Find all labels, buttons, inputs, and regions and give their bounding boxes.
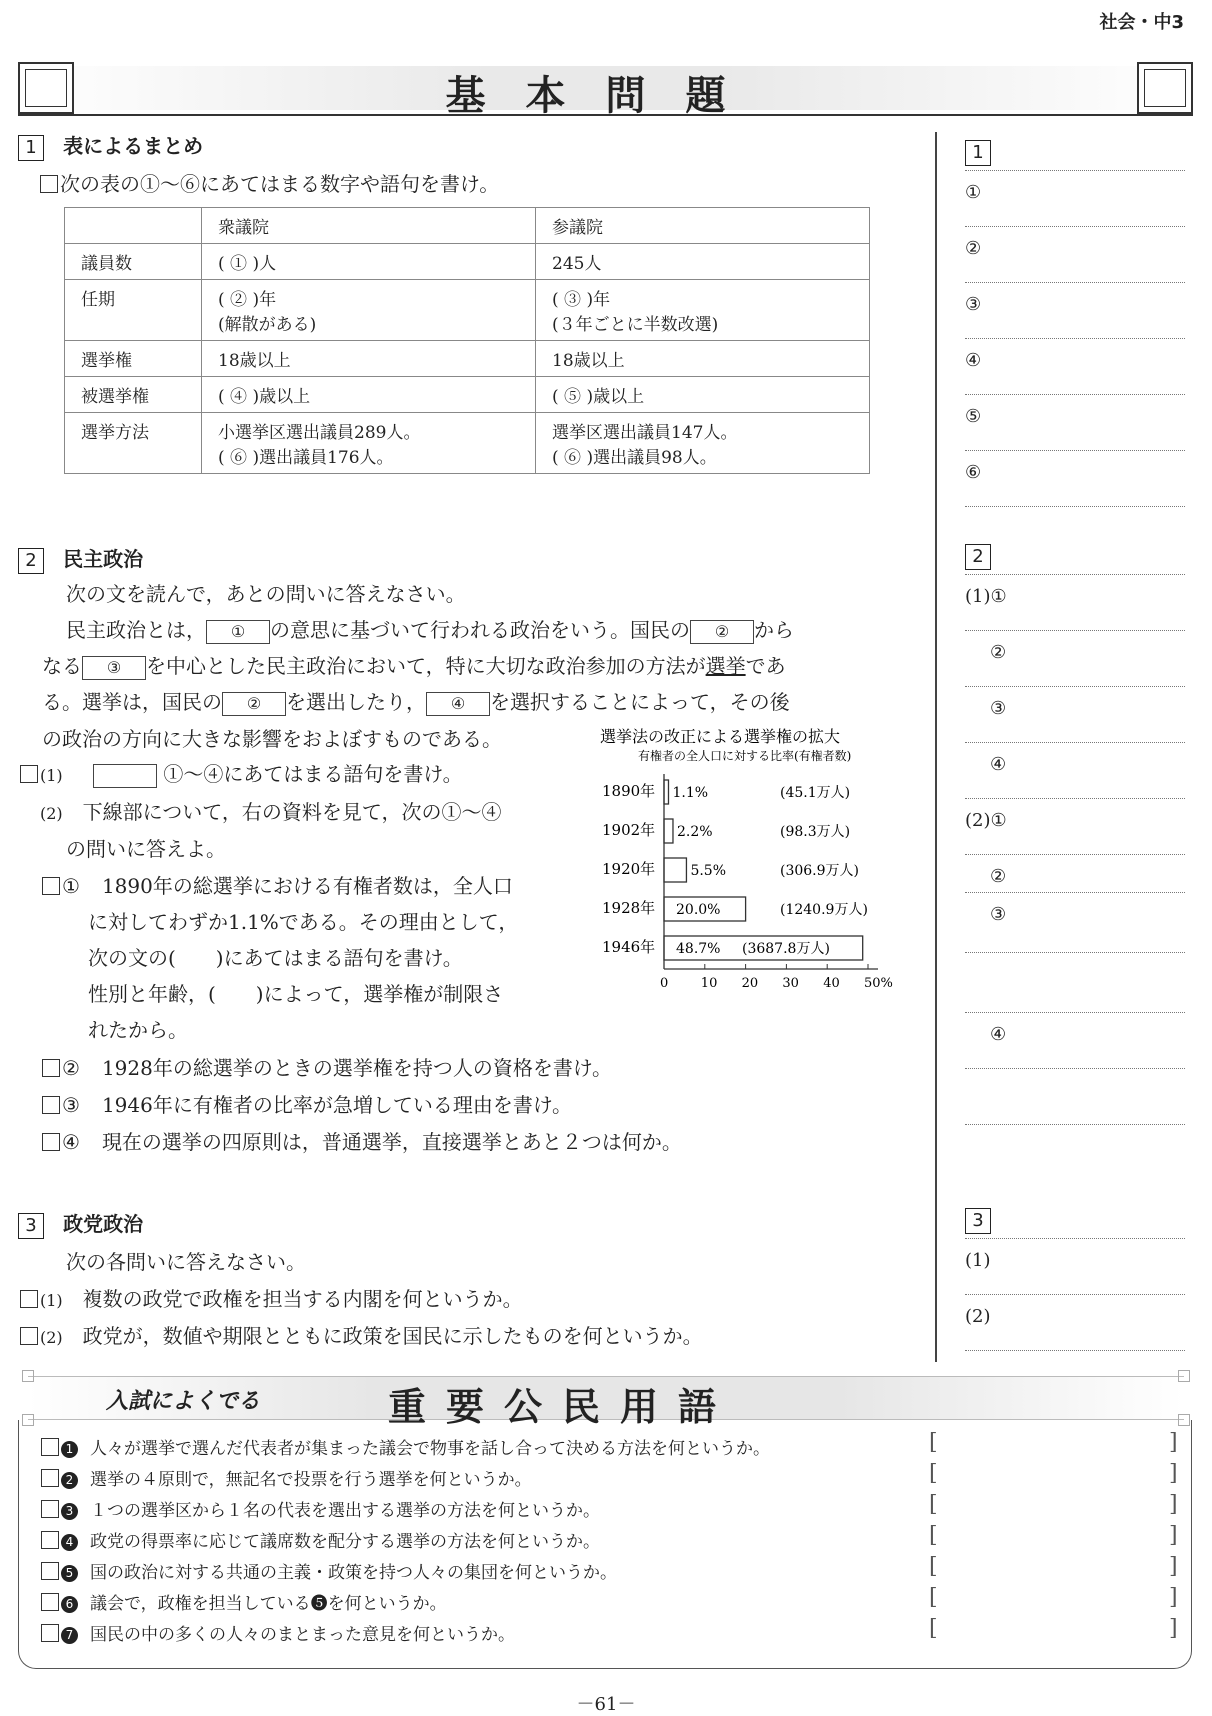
table-cell-sangiin [536, 280, 870, 341]
terms-list-item [41, 1434, 770, 1459]
section1-header [18, 130, 203, 161]
answer-bracket-open[interactable]: [ [929, 1461, 938, 1486]
chart-bar [664, 780, 668, 804]
passage-line-2: なる ③ を中心とした民主政治において，特に大切な政治参加の方法が選挙であ [42, 654, 786, 678]
answer-bracket-close[interactable]: ] [1169, 1616, 1178, 1641]
answer-line[interactable] [965, 952, 1185, 953]
answer-line[interactable] [965, 892, 1185, 893]
terms-list-item [41, 1496, 600, 1521]
table-row [65, 341, 870, 377]
table-cell-sangiin [536, 341, 870, 377]
answer-line[interactable] [965, 686, 1185, 687]
section1-number: 1 [18, 135, 44, 161]
chart-value-label: 1.1% [672, 785, 709, 801]
term-question: 人々が選挙で選んだ代表者が集まった議会で物事を話し合って決める方法を何というか。 [90, 1439, 770, 1459]
section2-header [18, 543, 143, 574]
chart-tick-label: 20 [741, 976, 759, 988]
answer-line[interactable] [965, 170, 1185, 171]
checkbox[interactable] [42, 877, 60, 895]
table-cell-shugiin [202, 413, 536, 474]
chart-value-label: 5.5% [690, 863, 727, 879]
answer-line[interactable] [965, 450, 1185, 451]
term-number: 7 [61, 1627, 78, 1644]
table-cell-sangiin [536, 244, 870, 280]
checkbox[interactable] [41, 1593, 59, 1611]
term-number: 6 [61, 1596, 78, 1613]
s2-q2-1-line4: 性別と年齢，( )によって，選挙権が制限さ [88, 982, 504, 1006]
term-number: 4 [61, 1534, 78, 1551]
table-cell-line: (３年ごとに半数改選) [552, 315, 719, 335]
checkbox[interactable] [41, 1500, 59, 1518]
chart-category-label: 1928年 [602, 899, 656, 917]
answer-bracket-close[interactable]: ] [1169, 1554, 1178, 1579]
table-cell-shugiin [202, 341, 536, 377]
answer-bracket-open[interactable]: [ [929, 1523, 938, 1548]
table-cell-line: (解散がある) [218, 315, 317, 335]
chart-category-label: 1920年 [602, 860, 656, 878]
table-cell-line: ( ④ )歳以上 [218, 387, 311, 407]
terms-banner-left: 入試によくでる [106, 1389, 261, 1414]
term-question: 選挙の４原則で，無記名で投票を行う選挙を何というか。 [90, 1470, 532, 1490]
section1-heading: 表によるまとめ [63, 134, 204, 158]
answer-line[interactable] [965, 854, 1185, 855]
answer-line[interactable] [965, 394, 1185, 395]
section3-heading: 政党政治 [63, 1212, 144, 1236]
section2-number: 2 [18, 548, 44, 574]
answer-bracket-close[interactable]: ] [1169, 1461, 1178, 1486]
table-cell-line: 18歳以上 [218, 351, 291, 371]
term-number: 5 [61, 1565, 78, 1582]
chart-value-label: 2.2% [676, 824, 713, 840]
checkbox[interactable] [42, 1096, 60, 1114]
answer-label: (2) [965, 1306, 991, 1327]
table-cell-line: ( ⑤ )歳以上 [552, 387, 645, 407]
chart-category-label: 1946年 [602, 938, 656, 956]
blank-2: ② [690, 620, 754, 644]
chart-bar [664, 858, 686, 882]
table-row-label: 議員数 [65, 244, 202, 280]
answer-label: ① [965, 182, 982, 203]
chart-subtitle: 有権者の全人口に対する比率(有権者数) [638, 749, 852, 763]
blank-5: ④ [426, 692, 490, 716]
question-1-blank [93, 764, 157, 788]
answer-label: (1) [965, 1250, 991, 1271]
answer-line[interactable] [965, 798, 1185, 799]
passage-line-3: る。選挙は，国民の ② を選出したり， ④ を選択することによって，その後 [42, 690, 790, 714]
table-cell-line: 小選挙区選出議員289人。 [218, 423, 421, 443]
table-cell-line: ( ③ )年 [552, 290, 611, 310]
blank-4: ② [222, 692, 286, 716]
answer-bracket-close[interactable]: ] [1169, 1585, 1178, 1610]
table-row-label: 選挙方法 [65, 413, 202, 474]
s2-question-1: (1) ①〜④にあてはまる語句を書け。 [20, 758, 463, 788]
section2-heading: 民主政治 [63, 547, 144, 571]
terms-banner [28, 1376, 1184, 1429]
answer-line[interactable] [965, 742, 1185, 743]
chart-value-label: 48.7% [676, 941, 721, 957]
table-cell-shugiin [202, 280, 536, 341]
checkbox[interactable] [41, 1438, 59, 1456]
answer-line[interactable] [965, 1294, 1185, 1295]
chart-value-label: 20.0% [676, 902, 721, 918]
table-cell-sangiin [536, 413, 870, 474]
checkbox[interactable] [42, 1133, 60, 1151]
answer-line[interactable] [965, 226, 1185, 227]
terms-banner-title: 重要公民用語 [388, 1384, 737, 1429]
answer-s2-number: 2 [965, 544, 991, 570]
terms-list-item [41, 1558, 617, 1583]
answer-label: ④ [965, 350, 982, 371]
chart-tick-label: 0 [660, 976, 669, 988]
chart-count-label: (45.1万人) [780, 785, 851, 801]
answer-line[interactable] [965, 1068, 1185, 1069]
chart-count-label: (1240.9万人) [780, 902, 868, 918]
answer-line[interactable] [965, 630, 1185, 631]
checkbox[interactable] [41, 1469, 59, 1487]
answer-s1-number: 1 [965, 140, 991, 166]
answer-bracket-open[interactable]: [ [929, 1492, 938, 1517]
table-row-label: 任期 [65, 280, 202, 341]
checkbox[interactable] [41, 1531, 59, 1549]
chart-bar [664, 819, 673, 843]
checkbox[interactable] [20, 1290, 38, 1308]
chart-tick-label: 10 [700, 976, 718, 988]
checkbox[interactable] [42, 1059, 60, 1077]
answer-label: (2)① [965, 810, 1007, 831]
chart-tick-label: 40 [823, 976, 840, 988]
chart-category-label: 1890年 [602, 782, 656, 800]
answer-line[interactable] [965, 1012, 1185, 1013]
table-head-blank [65, 208, 202, 244]
section2-intro: 次の文を読んで，あとの問いに答えなさい。 [66, 582, 466, 606]
table-head-shugiin: 衆議院 [202, 208, 536, 244]
answer-bracket-close[interactable]: ] [1169, 1430, 1178, 1455]
table-cell-sangiin [536, 377, 870, 413]
checkbox[interactable] [40, 175, 58, 193]
terms-frame [18, 1420, 1192, 1669]
answer-line[interactable] [965, 506, 1185, 507]
table-row-label: 選挙権 [65, 341, 202, 377]
chart-count-label: (98.3万人) [780, 824, 851, 840]
answer-label: ③ [990, 698, 1007, 719]
summary-table-wrap [64, 207, 870, 474]
answer-bracket-open[interactable]: [ [929, 1585, 938, 1610]
checkbox[interactable] [41, 1562, 59, 1580]
underlined-election: 選挙 [705, 654, 746, 678]
term-question: 国の政治に対する共通の主義・政策を持つ人々の集団を何というか。 [90, 1563, 617, 1583]
s2-q2-1: ① 1890年の総選挙における有権者数は，全人口 [42, 870, 513, 899]
table-cell-line: 245人 [552, 254, 602, 274]
answer-line[interactable] [965, 1124, 1185, 1125]
answer-column-divider [935, 132, 937, 1362]
section3-number: 3 [18, 1213, 44, 1239]
answer-line[interactable] [965, 282, 1185, 283]
term-number: 2 [61, 1472, 78, 1489]
term-number: 3 [61, 1503, 78, 1520]
chart-title: 選挙法の改正による選挙権の拡大 [600, 728, 841, 746]
s2-question-2: (2) 下線部について，右の資料を見て，次の①〜④ [40, 800, 502, 824]
term-question: 国民の中の多くの人々のまとまった意見を何というか。 [90, 1625, 515, 1645]
checkbox[interactable] [20, 765, 38, 783]
chart-count-label: (306.9万人) [780, 863, 860, 879]
table-cell-shugiin [202, 377, 536, 413]
answer-label: ⑥ [965, 462, 982, 483]
term-number: 1 [61, 1441, 78, 1458]
table-head-sangiin: 参議院 [536, 208, 870, 244]
answer-bracket-open[interactable]: [ [929, 1616, 938, 1641]
term-question: 議会で，政権を担当している❺を何というか。 [90, 1594, 447, 1614]
s3-question-2: (2) 政党が，数値や期限とともに政策を国民に示したものを何というか。 [20, 1320, 703, 1349]
table-row [65, 413, 870, 474]
blank-3: ③ [82, 656, 146, 680]
table-row [65, 377, 870, 413]
answer-label: ④ [990, 1024, 1007, 1045]
terms-list-item [41, 1589, 447, 1614]
answer-bracket-close[interactable]: ] [1169, 1492, 1178, 1517]
s2-q2-1-line2: に対してわずか1.1%である。その理由として， [88, 910, 519, 934]
answer-bracket-open[interactable]: [ [929, 1430, 938, 1455]
table-cell-line: 選挙区選出議員147人。 [552, 423, 738, 443]
subject-label: 社会・中3 [1099, 12, 1184, 33]
chart-tick-label: 30 [782, 976, 799, 988]
table-row [65, 280, 870, 341]
terms-list-item [41, 1465, 532, 1490]
section1-instruction: 次の表の①〜⑥にあてはまる数字や語句を書け。 [40, 168, 499, 197]
chart-category-label: 1902年 [602, 821, 656, 839]
answer-line[interactable] [965, 338, 1185, 339]
table-cell-shugiin [202, 244, 536, 280]
answer-s3-number: 3 [965, 1208, 991, 1234]
answer-line[interactable] [965, 1350, 1185, 1351]
answer-label: ⑤ [965, 406, 982, 427]
s2-q2-2: ② 1928年の総選挙のときの選挙権を持つ人の資格を書け。 [42, 1052, 612, 1081]
answer-label: ③ [990, 904, 1007, 925]
answer-label: ④ [990, 754, 1007, 775]
blank-1: ① [206, 620, 270, 644]
checkbox[interactable] [41, 1624, 59, 1642]
table-cell-line: ( ① )人 [218, 254, 277, 274]
table-cell-line: ( ⑥ )選出議員176人。 [218, 448, 394, 468]
answer-label: ② [990, 642, 1007, 663]
section3-intro: 次の各問いに答えなさい。 [66, 1250, 306, 1274]
s2-q2-1-line3: 次の文の( )にあてはまる語句を書け。 [88, 946, 463, 970]
checkbox[interactable] [20, 1327, 38, 1345]
chart-count-label: (3687.8万人) [742, 941, 830, 957]
s2-q2-1-line5: れたから。 [88, 1018, 188, 1042]
s3-question-1: (1) 複数の政党で政権を担当する内閣を何というか。 [20, 1283, 523, 1312]
suffrage-chart-svg [590, 728, 910, 988]
answer-line[interactable] [965, 1238, 1185, 1239]
answer-line[interactable] [965, 574, 1185, 575]
chart-tick-label: 50% [864, 976, 893, 988]
summary-table [64, 207, 870, 474]
page-number: －61－ [576, 1694, 636, 1715]
table-cell-line: ( ⑥ )選出議員98人。 [552, 448, 717, 468]
s2-question-2-cont: の問いに答えよ。 [66, 837, 226, 861]
terms-list-item [41, 1527, 600, 1552]
passage-line-4: の政治の方向に大きな影響をおよぼすものである。 [42, 727, 502, 751]
term-question: 政党の得票率に応じて議席数を配分する選挙の方法を何というか。 [90, 1532, 600, 1552]
table-cell-line: ( ② )年 [218, 290, 277, 310]
answer-label: ② [965, 238, 982, 259]
answer-label: ③ [965, 294, 982, 315]
s2-q2-3: ③ 1946年に有権者の比率が急増している理由を書け。 [42, 1089, 572, 1118]
answer-bracket-open[interactable]: [ [929, 1554, 938, 1579]
page-title: 基本問題 [445, 72, 766, 119]
answer-label: ② [990, 866, 1007, 887]
table-cell-line: 18歳以上 [552, 351, 625, 371]
suffrage-chart [590, 728, 910, 988]
title-banner [18, 62, 1193, 119]
table-row [65, 244, 870, 280]
term-question: １つの選挙区から１名の代表を選出する選挙の方法を何というか。 [90, 1501, 600, 1521]
answer-bracket-close[interactable]: ] [1169, 1523, 1178, 1548]
passage-line-1: 民主政治とは， ① の意思に基づいて行われる政治をいう。国民の ② から [66, 618, 794, 642]
table-row-label: 被選挙権 [65, 377, 202, 413]
terms-list-item [41, 1620, 515, 1645]
answer-label: (1)① [965, 586, 1007, 607]
s2-q2-4: ④ 現在の選挙の四原則は，普通選挙，直接選挙とあと２つは何か。 [42, 1126, 682, 1155]
section3-header [18, 1208, 143, 1239]
